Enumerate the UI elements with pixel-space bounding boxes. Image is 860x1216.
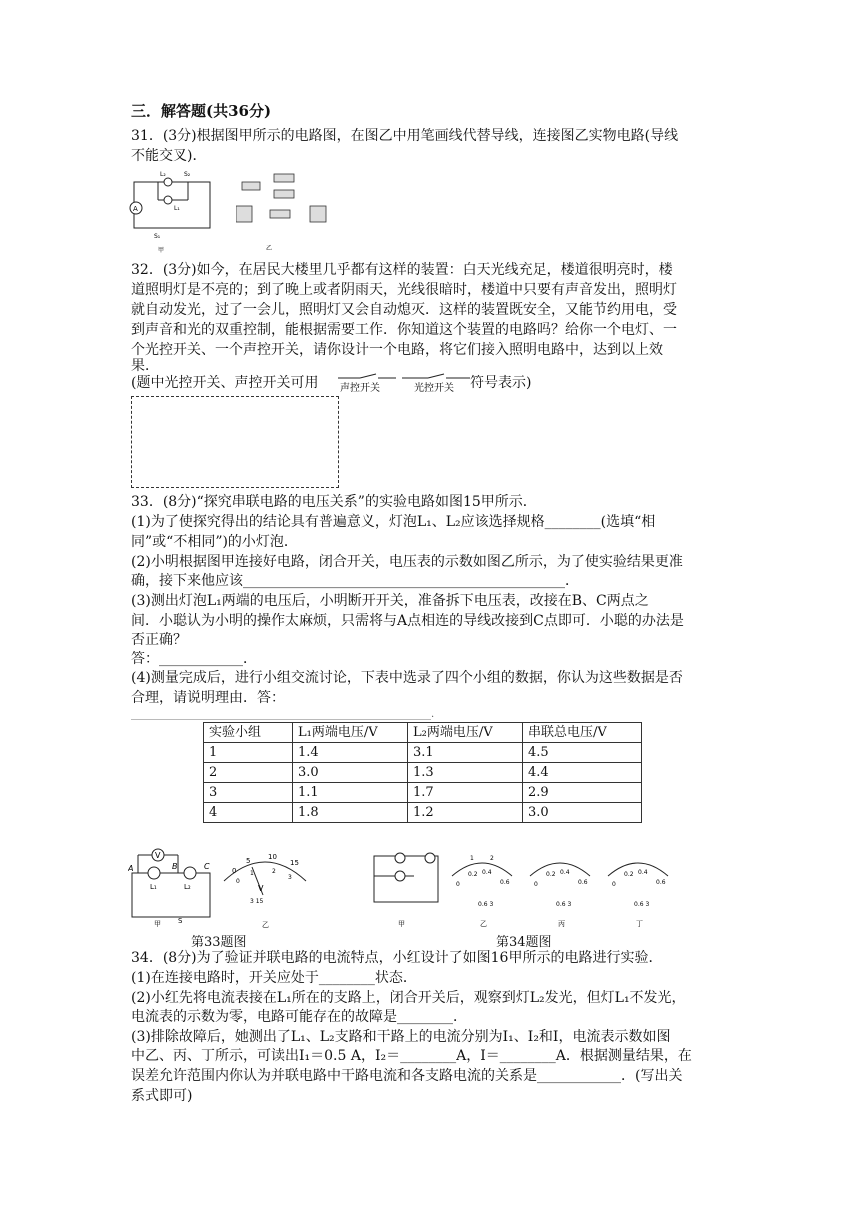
q33-label-S: S bbox=[178, 917, 183, 925]
table-cell: 1 bbox=[204, 743, 293, 763]
table-row bbox=[204, 743, 642, 763]
svg-text:0.6: 0.6 bbox=[500, 879, 510, 886]
table-cell: 1.1 bbox=[293, 783, 408, 803]
q34-line: 电流表的示数为零，电路可能存在的故障是________． bbox=[131, 1009, 467, 1025]
q33-fig-caption: 第33题图 bbox=[191, 935, 247, 950]
svg-text:0.4: 0.4 bbox=[560, 869, 570, 876]
q31-label-A: A bbox=[133, 205, 138, 213]
sound-switch-symbol bbox=[338, 372, 398, 394]
svg-text:2: 2 bbox=[272, 868, 276, 875]
table-cell: 3 bbox=[204, 783, 293, 803]
table-row bbox=[204, 763, 642, 783]
svg-text:2: 2 bbox=[490, 855, 494, 862]
svg-text:0.6: 0.6 bbox=[656, 879, 666, 886]
table-cell: 1.2 bbox=[408, 803, 523, 823]
table-cell: 1.4 bbox=[293, 743, 408, 763]
svg-text:0.4: 0.4 bbox=[482, 869, 492, 876]
q34-line: (3)排除故障后，她测出了L₁、L₂支路和干路上的电流分别为I₁、I₂和I，电流表示数如图 bbox=[131, 1029, 671, 1045]
light-switch-label: 光控开关 bbox=[414, 383, 454, 394]
q31-label-L2: L₂ bbox=[160, 171, 166, 178]
q33-label-B: B bbox=[172, 862, 178, 871]
table-row bbox=[204, 803, 642, 823]
q31-fig-yi: 乙 bbox=[266, 245, 273, 252]
q31-label-S2: S₂ bbox=[184, 171, 191, 178]
table-cell: 3.0 bbox=[523, 803, 642, 823]
svg-text:0: 0 bbox=[534, 881, 538, 888]
table-cell: 2 bbox=[204, 763, 293, 783]
svg-text:0: 0 bbox=[232, 867, 237, 875]
light-switch-symbol bbox=[402, 372, 472, 394]
table-cell: 1.7 bbox=[408, 783, 523, 803]
table-cell: 4.5 bbox=[523, 743, 642, 763]
q34-fig-caption: 第34题图 bbox=[496, 935, 552, 950]
q34-line: (1)在连接电路时，开关应处于________状态． bbox=[131, 970, 417, 986]
q34-fig-jia: 甲 bbox=[398, 920, 405, 928]
q33-line: 答：____________． bbox=[131, 651, 257, 667]
q31-line: 31．(3分)根据图甲所示的电路图，在图乙中用笔画线代替导线，连接图乙实物电路(导线 bbox=[131, 128, 679, 144]
svg-text:10: 10 bbox=[268, 853, 277, 861]
q32-line: 个光控开关、一个声控开关，请你设计一个电路，将它们接入照明电路中，达到以上效 bbox=[131, 342, 663, 358]
q33-line: 确，接下来他应该______________________________________________． bbox=[131, 573, 579, 589]
section-title: 三．解答题(共36分) bbox=[131, 102, 272, 120]
q33-meter-V: V bbox=[258, 884, 264, 893]
q32-line: 道照明灯是不亮的；到了晚上或者阴雨天，光线很暗时，楼道中只要有声音发出，照明灯 bbox=[131, 282, 677, 298]
table-cell: 1.3 bbox=[408, 763, 523, 783]
q33-label-V: V bbox=[155, 851, 161, 860]
q32-line: 32．(3分)如今，在居民大楼里几乎都有这样的装置：白天光线充足，楼道很明亮时，楼 bbox=[131, 262, 673, 278]
q33-line: (4)测量完成后，进行小组交流讨论，下表中选录了四个小组的数据，你认为这些数据是否 bbox=[131, 670, 683, 686]
q33-data-table bbox=[203, 722, 642, 823]
q32-line: 就自动发光，过了一会儿，照明灯又会自动熄灭．这样的装置既安全，又能节约用电，受 bbox=[131, 302, 677, 318]
svg-text:0: 0 bbox=[236, 878, 240, 885]
svg-text:1: 1 bbox=[470, 855, 474, 862]
svg-text:0.6 3: 0.6 3 bbox=[478, 901, 494, 908]
table-header-row bbox=[204, 723, 642, 743]
q33-line: 33．(8分)“探究串联电路的电压关系”的实验电路如图15甲所示． bbox=[131, 494, 537, 510]
svg-text:0.6 3: 0.6 3 bbox=[634, 901, 650, 908]
svg-text:1: 1 bbox=[250, 870, 254, 877]
q32-answer-box[interactable] bbox=[131, 396, 339, 488]
q33-label-C: C bbox=[204, 862, 210, 871]
table-header-cell: 串联总电压/V bbox=[523, 723, 642, 743]
svg-text:3: 3 bbox=[288, 874, 292, 881]
svg-text:0: 0 bbox=[456, 881, 460, 888]
svg-text:5: 5 bbox=[246, 857, 251, 865]
q32-note-prefix: (题中光控开关、声控开关可用 bbox=[131, 375, 319, 391]
q34-fig-yi: 乙 bbox=[480, 920, 487, 928]
q31-components-image bbox=[236, 166, 336, 254]
q31-fig-jia: 甲 bbox=[158, 247, 165, 254]
q33-line: 否正确？ bbox=[131, 632, 187, 648]
q33-line: 同”或“不相同”)的小灯泡． bbox=[131, 534, 298, 550]
q33-label-L2: L₂ bbox=[184, 883, 191, 891]
table-row bbox=[204, 783, 642, 803]
q34-line: 中乙、丙、丁所示，可读出I₁＝0.5 A，I₂＝________A，I＝________A．根据测量结果，在 bbox=[131, 1048, 692, 1064]
svg-text:0.6 3: 0.6 3 bbox=[556, 901, 572, 908]
svg-text:0.2: 0.2 bbox=[624, 871, 634, 878]
svg-text:0.2: 0.2 bbox=[546, 871, 556, 878]
table-cell: 4.4 bbox=[523, 763, 642, 783]
q34-line: 34．(8分)为了验证并联电路的电流特点，小红设计了如图16甲所示的电路进行实验． bbox=[131, 950, 663, 966]
q34-line: 误差允许范围内你认为并联电路中干路电流和各支路电流的关系是____________．(写出关 bbox=[131, 1068, 683, 1084]
q33-circuit-figure bbox=[128, 843, 308, 933]
table-header-cell: L₁两端电压/V bbox=[293, 723, 408, 743]
svg-text:0.2: 0.2 bbox=[468, 871, 478, 878]
table-cell: 3.0 bbox=[293, 763, 408, 783]
q32-line: 果． bbox=[131, 358, 159, 374]
svg-text:0: 0 bbox=[612, 881, 616, 888]
q33-fig-jia: 甲 bbox=[154, 920, 161, 928]
q34-fig-ding: 丁 bbox=[636, 920, 643, 928]
table-cell: 1.8 bbox=[293, 803, 408, 823]
sound-switch-label: 声控开关 bbox=[340, 383, 380, 394]
q34-line: (2)小红先将电流表接在L₁所在的支路上，闭合开关后，观察到灯L₂发光，但灯L₁不发光， bbox=[131, 990, 686, 1006]
q33-label-L1: L₁ bbox=[150, 883, 157, 891]
q34-fig-bing: 丙 bbox=[558, 920, 565, 928]
table-header-cell: 实验小组 bbox=[204, 723, 293, 743]
q34-line: 系式即可) bbox=[131, 1088, 193, 1104]
q33-answer-line[interactable]: ____________________________________________________________. bbox=[131, 709, 435, 720]
q34-figures bbox=[370, 846, 690, 932]
q31-line: 不能交叉)． bbox=[131, 148, 207, 164]
q33-meter-terminals: 3 15 bbox=[250, 898, 264, 905]
q32-line: 到声音和光的双重控制，能根据需要工作．你知道这个装置的电路吗？给你一个电灯、一 bbox=[131, 322, 677, 338]
table-cell: 4 bbox=[204, 803, 293, 823]
q33-line: 合理，请说明理由．答： bbox=[131, 690, 285, 706]
q33-line: 间．小聪认为小明的操作太麻烦，只需将与A点相连的导线改接到C点即可．小聪的办法是 bbox=[131, 613, 684, 629]
q31-label-L1: L₁ bbox=[174, 205, 180, 212]
q33-fig-yi: 乙 bbox=[262, 921, 269, 929]
q33-label-A: A bbox=[128, 864, 134, 873]
q31-circuit-diagram bbox=[128, 166, 228, 254]
table-header-cell: L₂两端电压/V bbox=[408, 723, 523, 743]
svg-text:15: 15 bbox=[290, 859, 299, 867]
q31-label-S1: S₁ bbox=[154, 233, 161, 240]
svg-text:0.4: 0.4 bbox=[638, 869, 648, 876]
q33-line: (2)小明根据图甲连接好电路，闭合开关，电压表的示数如图乙所示，为了使实验结果更准 bbox=[131, 554, 683, 570]
svg-text:0.6: 0.6 bbox=[578, 879, 588, 886]
q33-line: (3)测出灯泡L₁两端的电压后，小明断开开关，准备拆下电压表，改接在B、C两点之 bbox=[131, 593, 649, 609]
table-cell: 2.9 bbox=[523, 783, 642, 803]
q33-line: (1)为了使探究得出的结论具有普遍意义，灯泡L₁、L₂应该选择规格________(选填“相 bbox=[131, 514, 656, 530]
table-cell: 3.1 bbox=[408, 743, 523, 763]
q32-note-suffix: 符号表示) bbox=[470, 375, 532, 391]
